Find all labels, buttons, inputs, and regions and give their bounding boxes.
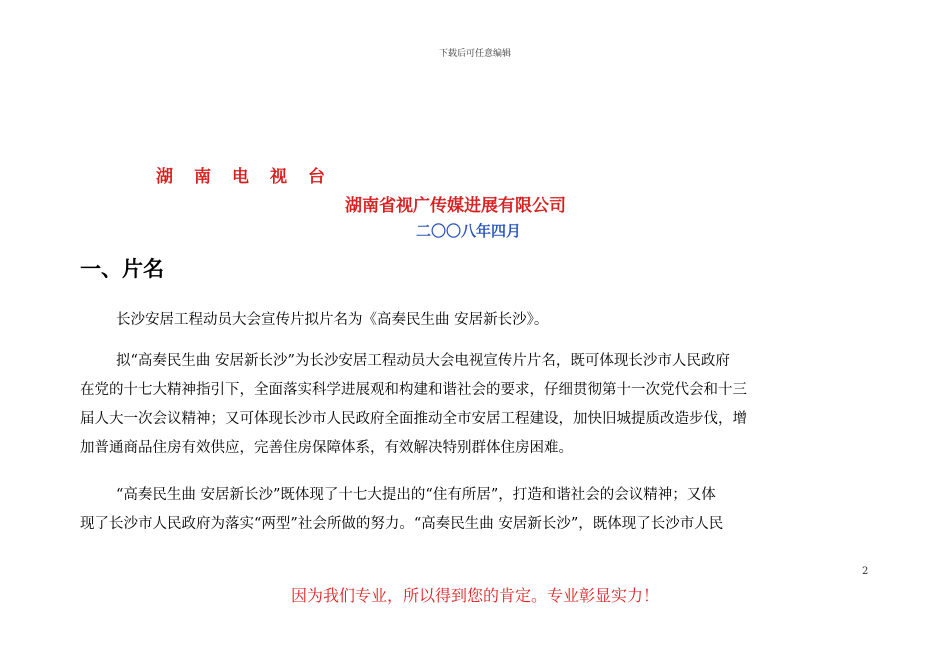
org-name-media-company: 湖南省视广传媒进展有限公司 (345, 196, 566, 216)
paragraph-line: 长沙安居工程动员大会宣传片拟片名为《高奏民生曲 安居新长沙》。 (116, 312, 549, 328)
page-number: 2 (862, 566, 869, 577)
org-name-tv-station: 湖南电视台 (156, 167, 346, 187)
paragraph-line: “高奏民生曲 安居新长沙”既体现了十七大提出的“住有所居”，打造和谐社会的会议精神；又体 (116, 487, 716, 503)
paragraph-2 (80, 347, 860, 463)
paragraph-line: 加普通商品住房有效供应，完善住房保障体系，有效解决特别群体住房困难。 (80, 440, 573, 456)
footer-slogan: 因为我们专业，所以得到您的肯定。专业彰显实力！ (290, 586, 659, 605)
section-heading: 一、片名 (80, 257, 164, 281)
paragraph-line: 现了长沙市人民政府为落实“两型”社会所做的努力。“高奏民生曲 安居新长沙”，既体现了长沙市人民 (80, 516, 724, 532)
paragraph-3 (80, 481, 860, 539)
paragraph-line: 届人大一次会议精神；又可体现长沙市人民政府全面推动全市安居工程建设，加快旧城提质改造步伐，增 (80, 411, 747, 427)
paragraph-line: 拟“高奏民生曲 安居新长沙”为长沙安居工程动员大会电视宣传片片名，既可体现长沙市人民政府 (116, 353, 730, 369)
paragraph-line: 在党的十七大精神指引下，全面落实科学进展观和构建和谐社会的要求，仔细贯彻第十一次党代会和十三 (80, 382, 747, 398)
document-date: 二〇〇八年四月 (416, 222, 522, 240)
header-note: 下载后可任意编辑 (438, 49, 511, 59)
paragraph-1 (80, 306, 896, 335)
